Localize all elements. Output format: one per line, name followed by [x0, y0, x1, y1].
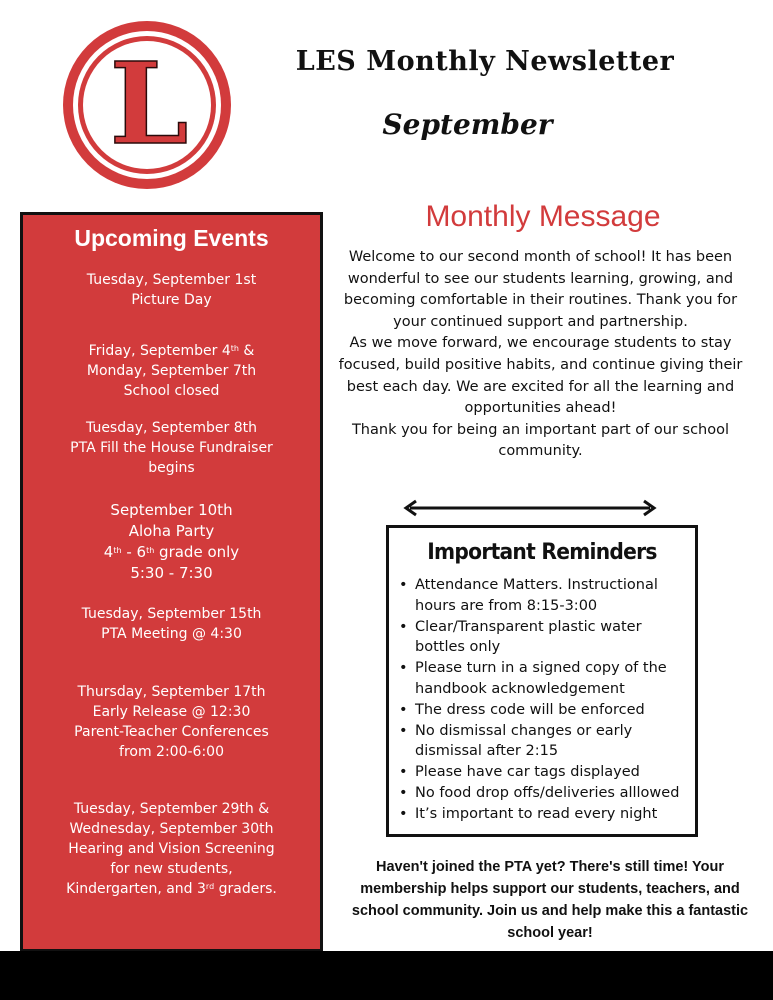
event-date: September 10th	[110, 501, 233, 519]
list-item: • Please turn in a signed copy of the handbook acknowledgement	[397, 658, 695, 700]
newsletter-title: LES Monthly Newsletter	[295, 46, 675, 77]
event-date: Tuesday, September 1st	[86, 272, 257, 288]
event-text: 4th - 6th grade only	[103, 543, 240, 561]
event-text: Aloha Party	[128, 522, 215, 540]
list-item: • Attendance Matters. Instructional hours are from 8:15-3:00	[397, 575, 695, 617]
monthly-message-title: Monthly Message	[425, 200, 661, 233]
double-arrow-icon	[402, 498, 658, 518]
pta-line: school year!	[507, 925, 593, 941]
message-line: community.	[498, 443, 583, 460]
message-line: wonderful to see our students learning, growing, and	[347, 270, 734, 287]
list-item: • The dress code will be enforced	[397, 700, 695, 721]
list-item: • Please have car tags displayed	[397, 762, 695, 783]
event-date: Tuesday, September 29th &	[73, 801, 270, 817]
event-date: Monday, September 7th	[86, 363, 257, 379]
footer-bar	[0, 951, 773, 1000]
message-line: Thank you for being an important part of our school	[351, 421, 730, 438]
upcoming-events-title: Upcoming Events	[74, 225, 269, 251]
pta-line: school community. Join us and help make this a fantastic	[351, 903, 749, 919]
monthly-message-body	[338, 247, 743, 463]
reminders-list	[389, 575, 695, 825]
event-text: School closed	[123, 383, 220, 399]
event-text: begins	[148, 460, 195, 476]
school-logo	[57, 15, 237, 195]
event-early-release	[23, 682, 320, 762]
message-line: best each day. We are excited for all the learning and	[346, 378, 735, 395]
event-date: Friday, September 4th &	[88, 343, 255, 359]
list-item: • No food drop offs/deliveries alllowed	[397, 783, 695, 804]
event-text: Kindergarten, and 3rd graders.	[66, 881, 277, 897]
pta-line: Haven't joined the PTA yet? There's still time! Your	[376, 859, 724, 875]
important-reminders-panel	[386, 525, 698, 837]
event-picture-day	[23, 270, 320, 310]
event-time: 5:30 - 7:30	[130, 564, 213, 582]
list-item: • No dismissal changes or early dismissal after 2:15	[397, 721, 695, 763]
message-line: Welcome to our second month of school! It has been	[348, 249, 733, 265]
event-fundraiser	[23, 418, 320, 478]
newsletter-month: September	[382, 108, 553, 141]
event-date: Wednesday, September 30th	[69, 821, 274, 837]
list-item: • Clear/Transparent plastic water bottles only	[397, 617, 695, 659]
message-line: focused, build positive habits, and continue giving their	[338, 356, 743, 373]
event-date: Tuesday, September 15th	[81, 606, 262, 622]
event-school-closed	[23, 341, 320, 401]
message-line: As we move forward, we encourage students to stay	[349, 335, 732, 352]
event-text: PTA Fill the House Fundraiser	[70, 440, 273, 456]
event-aloha-party	[23, 500, 320, 584]
event-text: Early Release @ 12:30	[92, 704, 251, 720]
event-screening	[23, 799, 320, 899]
important-reminders-title: Important Reminders	[427, 540, 657, 565]
event-date: Tuesday, September 8th	[86, 420, 257, 436]
message-line: opportunities ahead!	[464, 400, 617, 417]
upcoming-events-panel	[20, 212, 323, 952]
event-pta-meeting	[23, 604, 320, 644]
message-line: becoming comfortable in their routines. Thank you for	[343, 292, 738, 309]
pta-message	[330, 856, 770, 944]
event-text: PTA Meeting @ 4:30	[101, 626, 242, 642]
logo-letter: L	[109, 39, 189, 170]
message-line: your continued support and partnership.	[393, 313, 688, 330]
pta-line: membership helps support our students, teachers, and	[360, 881, 740, 897]
event-date: Thursday, September 17th	[77, 684, 266, 700]
event-text: Parent-Teacher Conferences	[74, 724, 269, 740]
event-text: Hearing and Vision Screening	[68, 841, 275, 857]
event-time: from 2:00-6:00	[119, 744, 224, 760]
event-text: Picture Day	[131, 292, 212, 308]
event-text: for new students,	[110, 861, 233, 877]
list-item: • It’s important to read every night	[397, 804, 695, 825]
